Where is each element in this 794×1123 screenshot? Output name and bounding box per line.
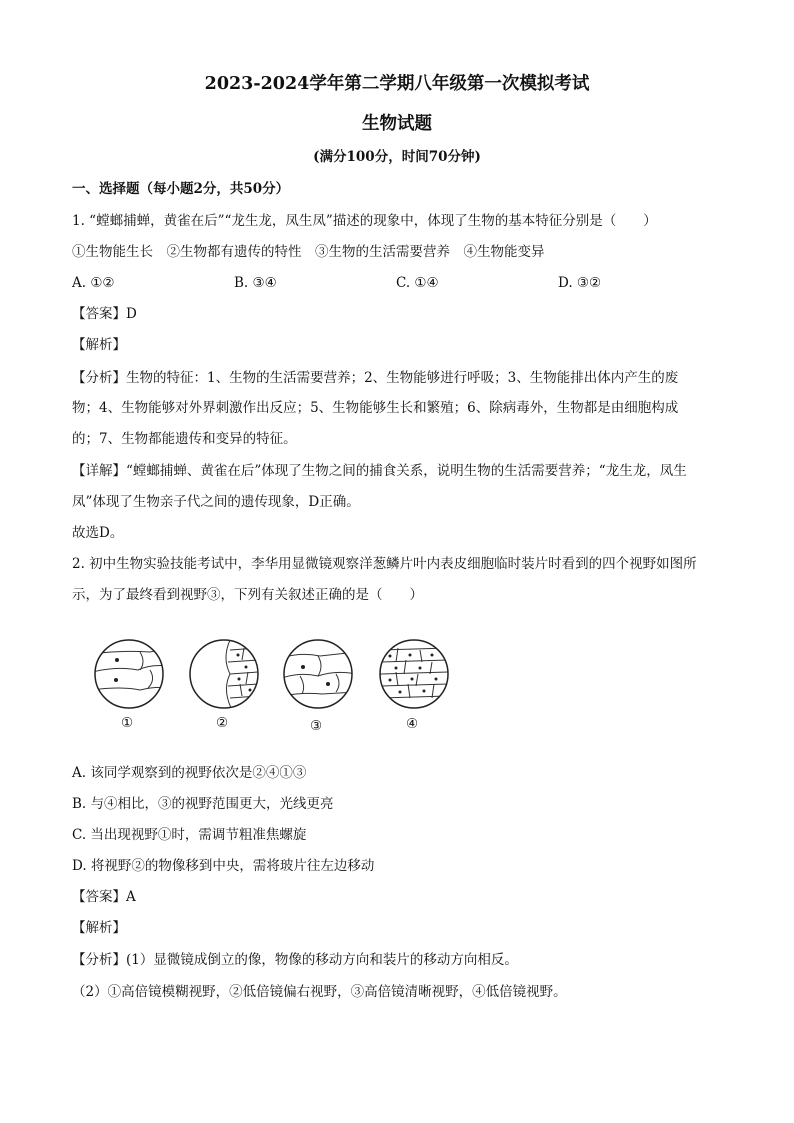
field-1 xyxy=(92,640,170,708)
q1-option-b: B. ③④ xyxy=(234,275,277,291)
q2-fenxi-line2: （2）①高倍镜模糊视野，②低倍镜偏右视野，③高倍镜清晰视野，④低倍镜视野。 xyxy=(72,984,567,1000)
figure-label-3: ③ xyxy=(310,718,323,734)
q1-option-d: D. ③② xyxy=(558,275,602,291)
q1-statements: ①生物能生长 ②生物都有遗传的特性 ③生物的生活需要营养 ④生物能变异 xyxy=(72,244,545,260)
q2-stem-line1: 2. 初中生物实验技能考试中，李华用显微镜观察洋葱鳞片叶内表皮细胞临时装片时看到的四个视野如图所 xyxy=(72,556,697,572)
q1-fenxi-line1: 【分析】生物的特征：1、生物的生活需要营养；2、生物能够进行呼吸；3、生物能排出体内产生的废 xyxy=(72,370,679,386)
section-heading: 一、选择题（每小题2分，共50分） xyxy=(72,181,290,197)
q1-fenxi-line3: 的；7、生物都能遗传和变异的特征。 xyxy=(72,431,297,447)
field-4 xyxy=(380,640,448,708)
q1-option-c: C. ①④ xyxy=(396,275,439,291)
microscope-fields-figure xyxy=(0,628,794,748)
q1-detail-line1: 【详解】“螳螂捕蝉、黄雀在后”体现了生物之间的捕食关系，说明生物的生活需要营养；“龙生龙，凤生 xyxy=(72,463,687,479)
q1-fenxi-line2: 物；4、生物能够对外界刺激作出反应；5、生物能够生长和繁殖；6、除病毒外，生物都是由细胞构成 xyxy=(72,400,679,416)
field-3 xyxy=(282,640,356,708)
q2-option-d: D. 将视野②的物像移到中央，需将玻片往左边移动 xyxy=(72,858,375,874)
q2-option-c: C. 当出现视野①时，需调节粗准焦螺旋 xyxy=(72,827,307,843)
q1-options xyxy=(72,277,720,291)
q2-analysis-tag: 【解析】 xyxy=(72,920,126,936)
score-time-note: (满分100分，时间70分钟) xyxy=(313,149,481,165)
q1-analysis-tag: 【解析】 xyxy=(72,337,126,353)
subject-title: 生物试题 xyxy=(362,114,432,134)
q1-conclusion: 故选D。 xyxy=(72,525,124,541)
q2-stem-line2: 示，为了最终看到视野③，下列有关叙述正确的是（ ） xyxy=(72,587,423,603)
q2-option-a: A. 该同学观察到的视野依次是②④①③ xyxy=(72,765,307,781)
q1-stem: 1. “螳螂捕蝉，黄雀在后”“龙生龙，凤生凤”描述的现象中，体现了生物的基本特征分别是（ ） xyxy=(72,213,657,229)
exam-title: 2023-2024学年第二学期八年级第一次模拟考试 xyxy=(204,74,590,94)
field-2 xyxy=(190,640,258,710)
q1-detail-line2: 凤”体现了生物亲子代之间的遗传现象，D正确。 xyxy=(72,494,360,510)
figure-label-2: ② xyxy=(216,715,229,731)
q1-answer: 【答案】D xyxy=(72,306,137,322)
q1-option-a: A. ①② xyxy=(72,275,115,291)
q2-fenxi-line1: 【分析】(1）显微镜成倒立的像，物像的移动方向和装片的移动方向相反。 xyxy=(72,952,518,968)
q2-answer: 【答案】A xyxy=(72,889,136,905)
figure-label-4: ④ xyxy=(406,716,419,732)
q2-option-b: B. 与④相比，③的视野范围更大，光线更亮 xyxy=(72,796,334,812)
figure-label-1: ① xyxy=(121,715,134,731)
